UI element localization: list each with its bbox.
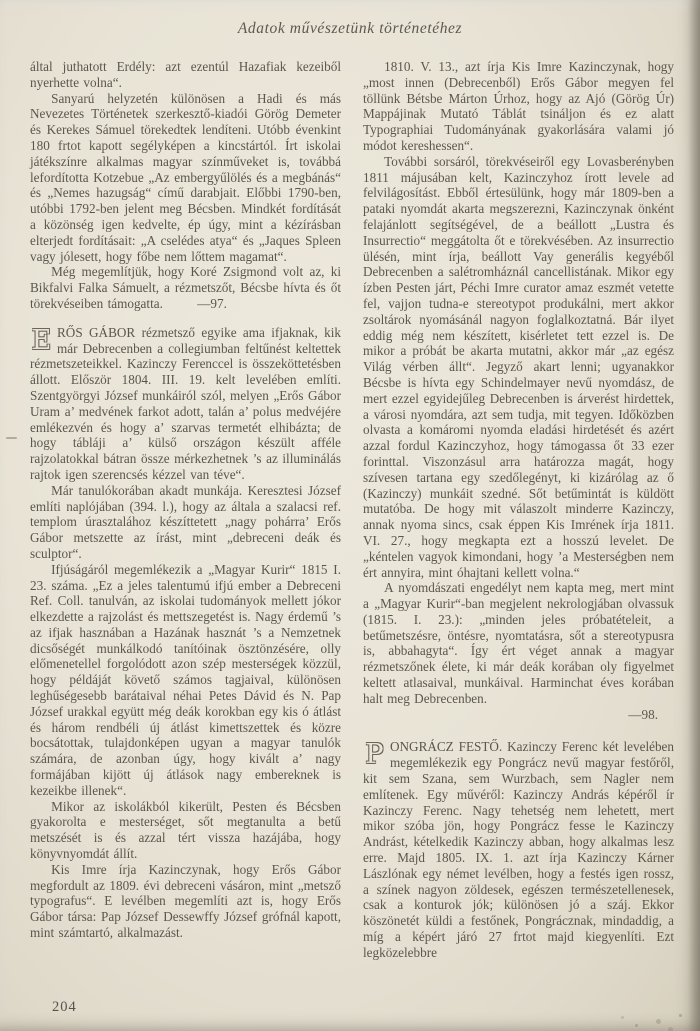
paragraph-with-section-number xyxy=(363,580,674,722)
paragraph-text: ONGRÁCZ FESTŐ. Kazinczy Ferenc két levelében megemlékezik egy Pongrácz nevű magyar festőről, kit sem Szana, sem Wurzbach, sem Nagler nem említenek. Egy művéről: Kazinczy András képéről ír Kazinczy Ferenc. Nagy tehetség nem lehetett, mert mikor szóba jön, hogy Pongrácz fesse le Kazinczy Andrást, kételkedik Kazinczy abban, hogy alkalmas lesz erre. Majd 1805. IX. 1. azt írja Kazinczy Kárner Lászlónak egy német levélben, hogy a festés igen rossz, a színek nagyon zöldesek, egészen természetellenesek, csak a konturok jók; különösen jó a száj. Ekkor köszönetét küldi a festőnek, Pongrácznak, mindaddig, a míg a képért járó 27 frtot majd kiegyenlíti. Ezt legközelebbre xyxy=(363,739,674,960)
paragraph: Sanyarú helyzetén különösen a Hadi és más Nevezetes Történetek szerkesztő-kiadói Görög Demeter és Kerekes Sámuel törekedtek lendíteni. Utóbb évenkint 180 frtot kapott segélyképen a kincstártól. Írt iskolai játékszínre alkalmas magyar színműveket is, továbbá lefordította Kotzebue „Az embergyűlölés és a megbánás“ és „Nemes hazugság“ című darabjait. Előbbi 1790-ben, utóbbi 1792-ben jelent meg Bécsben. Mindkét fordítását a közönség igen kedvelte, ép úgy, mint a kézírásban elterjedt fordításait: „A cselédes atya“ és „Jaques Spleen vagy jólesett, hogy főbe nem lőttem magamat“. xyxy=(30,90,341,264)
paragraph-continuation: által juthatott Erdély: azt ezentúl Hazafiak kezeiből nyerhette volna“. xyxy=(30,59,341,90)
paragraph: Mikor az iskolákból kikerült, Pesten és Bécsben gyakorolta e mesterséget, sőt megtanulta a betű metszését is és azzal tért vissza hazájába, hogy könyvnyomdát állít. xyxy=(30,798,341,862)
section-number-98: —98. xyxy=(628,706,658,722)
paragraph-text: A nyomdászati engedélyt nem kapta meg, mert mint a „Magyar Kurir“-ban megjelent nekrologjában olvassuk (1815. I. 23.): „minden jeles próbatételeit, a betűmetszésre, öntésre, nyomtatásra, sőt a stereotypusra is, abbahagyta“. Így ért véget annak a magyar rézmetszőnek élete, ki már deák korában oly figyelmet keltett atlasaival, munkáival. Harminchat éves korában halt meg Debrecenben. xyxy=(363,580,674,706)
paragraph: 1810. V. 13., azt írja Kis Imre Kazinczynak, hogy „most innen (Debrecenből) Erős Gábor megyen fel töllünk Bétsbe Márton Úrhoz, hogy az Ajó (Görög Úr) Mappájinak Mutató Táblát tsináljon és ez alatt Typographiai Tudományának gyakorlására valami jó módot kereshessen“. xyxy=(363,59,674,153)
page-number: 204 xyxy=(52,999,77,1015)
ornamental-initial-P: P xyxy=(365,739,384,771)
section-pongracz-festo xyxy=(363,739,674,960)
running-head: Adatok művészetünk történetéhez xyxy=(237,20,463,37)
paragraph: Kis Imre írja Kazinczynak, hogy Erős Gábor megfordult az 1809. évi debreceni vásáron, mint „metsző typografus“. E levélben megemlíti azt is, hogy Erős Gábor társa: Pap József Dessewffy József grófnál kapott, mint számtartó, alkalmazást. xyxy=(30,861,341,941)
paragraph-with-section-number xyxy=(30,264,341,311)
ornamental-initial-E: E xyxy=(31,324,52,356)
paragraph-text: RŐS GÁBOR rézmetsző egyike ama ifjaknak, kik már Debrecenben a collegiumban feltűnést keltettek rézmetszeteikkel. Kazinczy Ferenccel is összeköttetésben állott. Először 1804. III. 19. kelt levelében említi. Szentgyörgyi József munkáiról szól, melyen „Erős Gábor Uram a’ medvének farkot adott, talán a’ polus medvéjére emlékezvén és hogy a’ szarvas termetét elhibázta; de hogy tábláji a’ külső országon készült afféle rajzolatokkal bátran össze mérkezhetnek ’s az illuminálás rajtok igen szerencsés kézzel van téve“. xyxy=(30,324,341,482)
section-number-97: —97. xyxy=(197,295,227,311)
paragraph: Már tanulókorában akadt munkája. Keresztesi József említi naplójában (394. l.), hogy az általa a szalacsi ref. templom úrasztalához készíttetett „nagy pohárra’ Erős Gábor metszette az írást, mint „debreceni deák és sculptor“. xyxy=(30,482,341,561)
paragraph: Ifjúságáról megemlékezik a „Magyar Kurir“ 1815 I. 23. száma. „Ez a jeles talentumú ifjú ember a Debreceni Ref. Coll. tanulván, az iskolai tudományok mellett jókor elkezdette a rajzolást és mettszegetést is. Nagy érdemű ’s az ifjak hasznában a Hazának hasznát ’s a Nemzetnek dicsőségét munkálkodó tanítóinak ösztönzésére, olly előmenetellel forgolódott azon szép mesterségek közzül, hogy példáját követő számos tagjaival, különösen leghűségesebb barátaival néhai Petes Dávid és N. Pap József urakkal együtt még deák korokban egy kis ó átlást és három rendbéli új átlást kimettszettek és közre bocsátottak, tulajdonképen ugyan a magyar tanulók számára, de azonban úgy, hogy kivált a’ nagy formájában kijött új átlások nagy embereknek is kezeikbe illenek“. xyxy=(30,561,341,798)
paragraph: További sorsáról, törekvéseiről egy Lovasberényben 1811 májusában kelt, Kazinczyhoz írott levele ad felvilágosítást. Ebből értesülünk, hogy már 1809-ben a pataki nyomdát akarta megszerezni, Kazinczynak önként felajánlott segítségével, de a beállott „Lustra és Insurrectio“ meggátolta őt e törekvésében. Az insurrectio ülésén, mint írja, beállott Vay generális kegyéből Debrecenben a salétromháznál cancellistának. Mikor egy ízben Pesten járt, Péchi Imre curator amaz eszmét vetette fel, vajjon tudna-e stereotypot produkálni, mert akkor zsoltárok nyomásánál nagyon foglalkoztatná. Bár ilyet eddig még nem készített, kisérletet tett ezzel is. De mikor a próbát be akarta mutatni, akkor már „az egész Világ vérben állt“. Jegyző akart lenni; ugyanakkor Bécsbe is hívta egy Schindelmayer nevű nyomdász, de mert ezzel egyidejűleg Debrecenben is árverést hirdettek, a városi nyomdára, azt sem tudja, mit tegyen. Időközben olvasta a komáromi nyomda eladási hirdetését és azért azzal fordul Kazinczyhoz, hogy támogassa őt 33 ezer forinttal. Viszonzásul arra határozza magát, hogy szívesen tartana egy szedőlegényt, ki kizárólag az ő (Kazinczy) munkáit szedné. Sőt betűmintát is küldött mutatóba. De hogy mit válaszolt minderre Kazinczy, annak nyoma sincs, csak éppen Kis Imrének írja 1811. VI. 27., hogy megkapta ezt a hosszú levelet. De „kéntelen vagyok kimondani, hogy ’a Mesterségben nem ért annyira, mint óhajtani kellett volna.“ xyxy=(363,153,674,580)
scan-artifact-speckles xyxy=(679,1014,682,1017)
scan-artifact-dash xyxy=(6,437,17,439)
section-eros-gabor xyxy=(30,325,341,483)
right-column xyxy=(363,59,674,961)
paragraph-text: Még megemlítjük, hogy Koré Zsigmond volt az, ki Bikfalvi Falka Sámuelt, a rézmetszőt, Bécsbe hívta és őt törekvéseiben támogatta. xyxy=(30,264,341,311)
left-column xyxy=(30,59,341,961)
text-columns xyxy=(0,38,700,961)
